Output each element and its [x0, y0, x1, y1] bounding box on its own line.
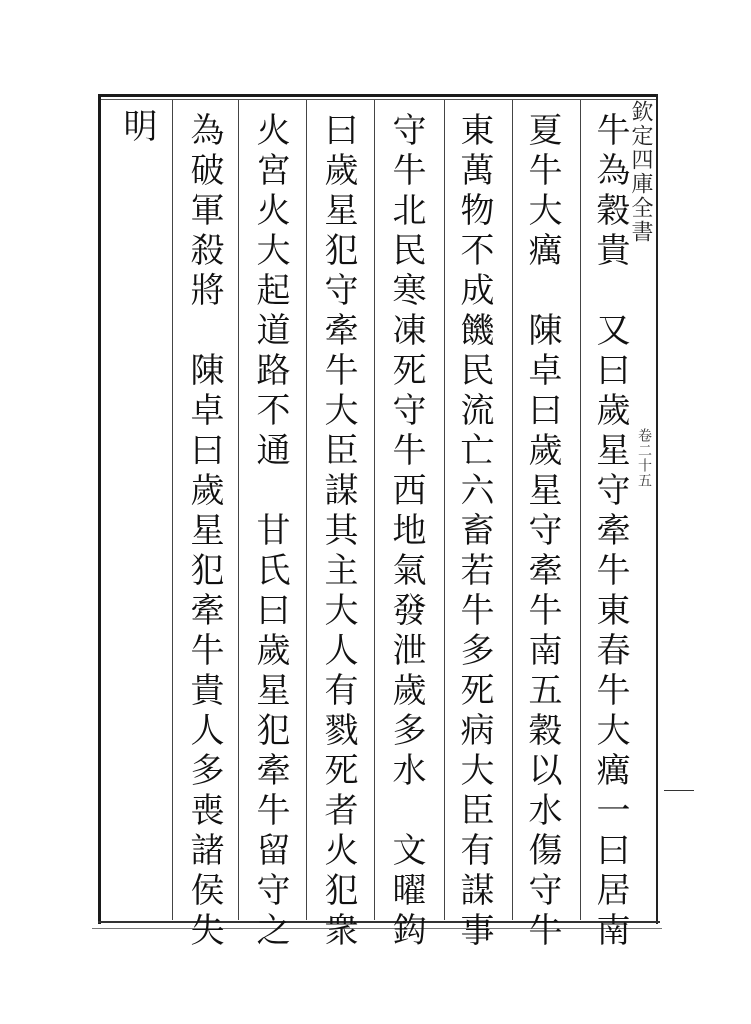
chapter-number: 卷二十五	[636, 428, 652, 488]
column-divider	[580, 100, 581, 920]
margin-mark	[664, 790, 694, 791]
frame-left-border	[98, 94, 101, 924]
text-column-3: 東萬物不成饑民流亡六畜若牛多死病大臣有謀事	[454, 112, 494, 952]
text-column-5: 曰歲星犯守牽牛大臣謀其主大人有戮死者火犯衆	[318, 112, 358, 952]
frame-top-border	[98, 94, 658, 97]
column-divider	[306, 100, 307, 920]
text-column-6: 火宮火大起道路不通 甘氏曰歲星犯牽牛留守之	[250, 112, 290, 952]
frame-right-border	[656, 94, 658, 924]
frame-bottom-outer-border	[92, 928, 662, 929]
side-margin-title: 欽定四庫全書	[628, 100, 653, 244]
column-divider	[172, 100, 173, 920]
column-divider	[512, 100, 513, 920]
column-divider	[238, 100, 239, 920]
column-divider	[374, 100, 375, 920]
text-column-4: 守牛北民寒凍死守牛西地氣發泄歲多水 文曜鈎	[386, 112, 426, 952]
text-column-7: 為破軍殺將 陳卓曰歲星犯牽牛貴人多喪諸侯失	[184, 112, 224, 952]
text-column-1: 牛為穀貴 又曰歲星守牽牛東春牛大癘一曰居南	[590, 112, 630, 952]
frame-top-inner-border	[98, 99, 658, 100]
header-character: 明	[117, 108, 157, 142]
column-divider	[444, 100, 445, 920]
text-column-2: 夏牛大癘 陳卓曰歲星守牽牛南五穀以水傷守牛	[522, 112, 562, 952]
